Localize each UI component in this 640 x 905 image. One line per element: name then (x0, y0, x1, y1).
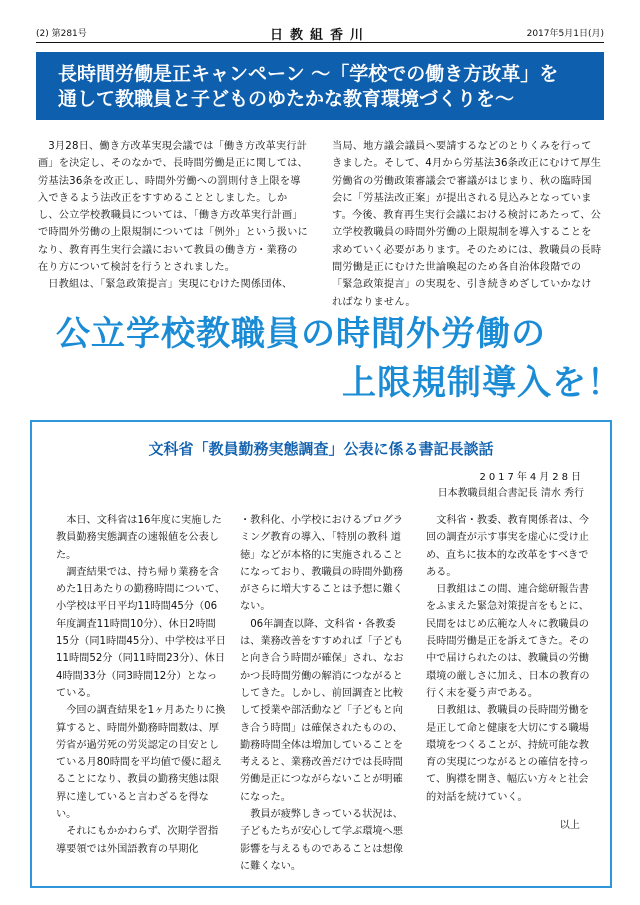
statement-date: 2017年4月28日 (479, 472, 584, 483)
statement-paragraph: 調査結果では、持ち帰り業務を含めた1日あたりの勤務時間について、小学校は平日平均11時間45分（06年度調査11時間10分）、休日2時間15分（同1時間45分）、中学校は平日11時間52分（同11時間23分）、休日4時間33分（同3時間12分）となっている。 (56, 566, 226, 699)
lead-column-right (332, 138, 602, 311)
header-divider (36, 42, 604, 43)
lead-paragraph: 3月28日、働き方改革実現会議では「働き方改革実行計画」を決定し、そのなかで、長時間労働是正に関しては、労基法36条を改正し、時間外労働への罰則付き上限を導入できるよう法改正をすすめることとしました。しかし、公立学校教職員については、「働き方改革実行計画」で時間外労働の上限規制については「例外」という扱いになり、教育再生実行会議において教員の働き方・業務の在り方について検討を行うとされました。 (38, 141, 308, 274)
statement-column-1 (56, 512, 226, 858)
headline-line-2: 上限規制導入を！ (342, 363, 622, 403)
newsletter-title: 日教組香川 (269, 28, 370, 43)
issue-number: (2) 第281号 (36, 29, 87, 39)
statement-title: 文科省「教員勤務実態調査」公表に係る書記長談話 (148, 440, 494, 458)
statement-column-2 (240, 512, 412, 875)
statement-box (30, 420, 612, 888)
newsletter-header (36, 24, 604, 42)
statement-paragraph: 日教組は、教職員の長時間労働を是正して命と健康を大切にする職場環境をつくることが、持続可能な教育の実現につながるとの確信を持って、胸襟を開き、幅広い方々と社会的対話を続けていく。 (426, 705, 589, 803)
statement-paragraph: ・教科化、小学校におけるプログラミング教育の導入、「特別の教科 道徳」などが本格的に実施されることになっており、教職員の時間外勤務がさらに増大することは予想に難くない。 (240, 515, 403, 613)
headline-line-1: 公立学校教職員の時間外労働の (56, 314, 546, 354)
lead-paragraph: 日教組は、「緊急政策提言」実現にむけた関係団体、 (48, 279, 293, 291)
statement-paragraph: 今回の調査結果を1ヶ月あたりに換算すると、時間外勤務時間数は、厚労省が過労死の労災認定の目安としている月80時間を平均値で優に超えることになり、教員の勤務実態は限界に達していると言わざるを得ない。 (56, 705, 226, 821)
statement-paragraph: 日教組はこの間、連合総研報告書をふまえた緊急対策提言をもとに、民間をはじめ広範な人々に教職員の長時間労働是正を訴えてきた。その中で届けられたのは、教職員の労働環境の厳しさに加え、日本の教育の行く末を憂う声である。 (426, 584, 590, 699)
statement-author: 日本教職員組合書記長 清水 秀行 (437, 488, 584, 499)
lead-column-left (38, 138, 308, 294)
statement-paragraph: 教員が疲弊しきっている状況は、子どもたちが安心して学ぶ環境へ悪影響を与えるものであることは想像に難くない。 (240, 809, 403, 872)
banner-line-2: 通して教職員と子どものゆたかな教育環境づくりを～ (58, 88, 515, 110)
statement-paragraph: 本日、文科省は16年度に実施した教員勤務実態調査の速報値を公表した。 (56, 515, 222, 561)
statement-paragraph: 06年調査以降、文科省・各教委は、業務改善をすすめれば「子どもと向き合う時間が確保」され、なおかつ長時間労働の解消につながるとしてきた。しかし、前回調査と比較して授業や部活動など「子どもと向き合う時間」は確保されたものの、勤務時間全体は増加していることを考えると、業務改善だけでは長時間労働是正につながらないことが明確になった。 (240, 618, 404, 803)
statement-paragraph: 文科省・教委、教育関係者は、今回の調査が示す事実を虚心に受け止め、直ちに抜本的な改革をすべきである。 (426, 515, 589, 578)
statement-paragraph: それにもかかわらず、次期学習指導要領では外国語教育の早期化 (56, 826, 219, 855)
campaign-banner (36, 52, 604, 120)
lead-paragraph: 当局、地方議会議員へ要請するなどのとりくみを行ってきました。そして、4月から労基法36条改正にむけて厚生労働省の労働政策審議会で審議がはじまり、秋の臨時国会に「労基法改正案」が提出される見込みとなっています。今後、教育再生実行会議における検討にあたって、公立学校教職員の時間外労働の上限規制を導入することを求めていく必要があります。そのためには、教職員の長時間労働是正にむけた世論喚起のため各自治体段階での「緊急政策提言」の実現を、引き続きめざしていかなければなりません。 (332, 141, 602, 308)
issue-date: 2017年5月1日(月) (526, 29, 604, 39)
banner-line-1: 長時間労働是正キャンペーン ～「学校での働き方改革」を (58, 63, 559, 85)
statement-closing: 以上 (559, 820, 580, 831)
statement-column-3 (426, 512, 590, 806)
